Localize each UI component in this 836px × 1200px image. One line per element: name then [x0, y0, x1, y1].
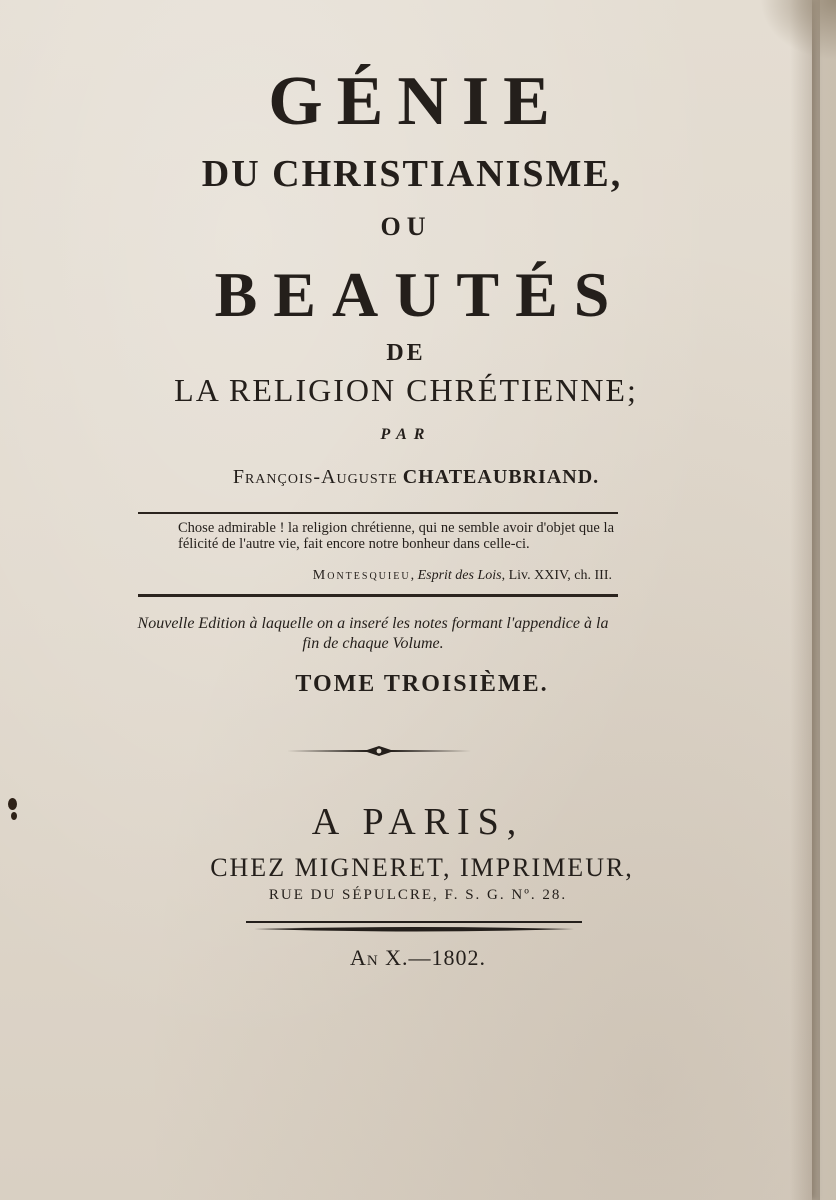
imprint-printer: CHEZ MIGNERET, IMPRIMEUR,	[210, 853, 634, 882]
title-beautes: BEAUTÉS	[214, 259, 626, 330]
epigraph-text: Chose admirable ! la religion chrétienne, qui ne semble avoir d'objet que la félicité de l'autre vie, fait encore notre bonheur dans celle-ci.	[178, 520, 614, 552]
imprint-date	[0, 945, 824, 971]
edition-note: Nouvelle Edition à laquelle on a inseré les notes formant l'appendice à la fin de chaque Volume.	[137, 615, 609, 652]
author-first-names: François-Auguste	[232, 466, 398, 488]
epigraph-rule-top	[138, 512, 618, 514]
imprint-date-year: X.—1802.	[385, 945, 487, 970]
title-ou: OU	[380, 212, 432, 241]
epigraph-source: Montesquieu, Esprit des Lois, Liv. XXIV, ch. III.	[312, 568, 612, 583]
imprint-rule	[246, 920, 582, 936]
epigraph-source-author: Montesquieu	[312, 568, 411, 583]
imprint-date-prefix: An	[349, 945, 379, 970]
title-christianisme: DU CHRISTIANISME,	[201, 153, 623, 195]
title-genie: GÉNIE	[268, 63, 564, 140]
author-surname: CHATEAUBRIAND.	[402, 466, 600, 488]
imprint-address: RUE DU SÉPULCRE, F. S. G. Nº. 28.	[268, 887, 568, 903]
corner-stain	[760, 0, 836, 60]
imprint-place: A PARIS,	[311, 801, 525, 843]
ornament-divider	[287, 744, 471, 758]
volume-label: TOME TROISIÈME.	[295, 671, 549, 697]
epigraph-source-work: Esprit des Lois	[417, 568, 502, 583]
author-name	[0, 466, 822, 489]
title-religion: LA RELIGION CHRÉTIENNE;	[174, 372, 638, 408]
epigraph-source-ref: , Liv. XXIV, ch. III.	[501, 568, 612, 583]
byline-par: PAR	[380, 426, 432, 443]
title-de: DE	[386, 340, 426, 366]
epigraph-rule-bottom	[138, 594, 618, 597]
